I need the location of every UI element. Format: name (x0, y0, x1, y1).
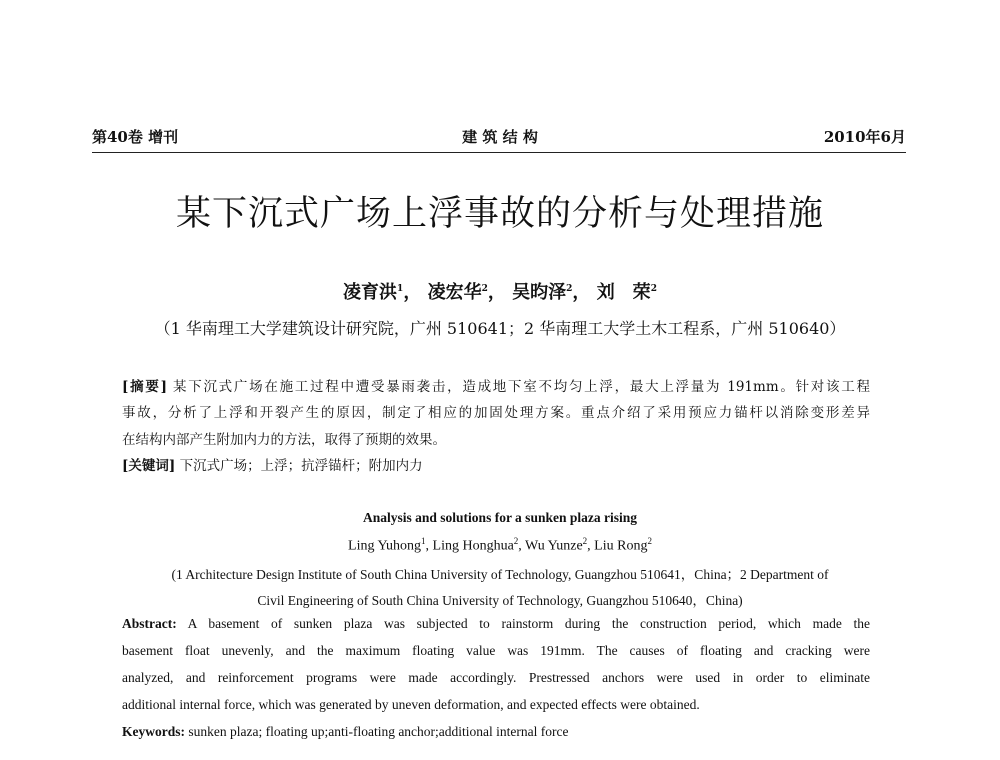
affiliation-cn: （1 华南理工大学建筑设计研究院，广州 510641；2 华南理工大学土木工程系，广州 510640） (154, 319, 846, 338)
affiliation-en-line: (1 Architecture Design Institute of South China University of Technology, Guangzhou 510641，China；2 Department of (171, 567, 829, 582)
abstract-cn-text: 某下沉式广场在施工过程中遭受暴雨袭击，造成地下室不均匀上浮，最大上浮量为 191mm。针对该工程 (173, 379, 870, 395)
author-sup: 1 (421, 536, 426, 546)
keywords-cn (122, 454, 870, 474)
author-sup: 2 (647, 536, 652, 546)
keywords-cn-label: [关键词] (122, 458, 176, 474)
header-rule (92, 152, 906, 153)
author-sup: 2 (513, 536, 519, 546)
journal-name: 建 筑 结 构 (462, 128, 538, 146)
paper-title-en: Analysis and solutions for a sunken plaza rising (363, 510, 637, 525)
keywords-cn-text: 下沉式广场；上浮；抗浮锚杆；附加内力 (179, 458, 423, 474)
author: Ling Honghua (432, 538, 514, 554)
keywords-en (122, 724, 870, 740)
abstract-en-line: additional internal force, which was generated by uneven deformation, and expected effects were obtained. (122, 697, 700, 712)
abstract-en-label: Abstract: (122, 616, 177, 631)
abstract-en-text: A basement of sunken plaza was subjected to rainstorm during the construction period, which made the (187, 616, 870, 631)
keywords-en-text: sunken plaza; floating up;anti-floating anchor;additional internal force (188, 724, 569, 739)
abstract-en-line (122, 616, 870, 632)
author: 凌宏华 (427, 282, 482, 303)
author: Ling Yuhong (348, 538, 422, 554)
author-sup: 2 (566, 284, 573, 294)
author-sup: 1 (397, 284, 404, 294)
author-sup: 2 (481, 284, 488, 294)
author: 刘 荣 (596, 282, 651, 303)
author: Liu Rong (594, 538, 648, 554)
abstract-en-line: analyzed, and reinforcement programs were made accordingly. Prestressed anchors were used in order to eliminate (122, 670, 870, 685)
abstract-cn-label: [摘要] (122, 379, 167, 395)
author: Wu Yunze (525, 538, 583, 554)
author-sup: 2 (650, 284, 657, 294)
abstract-cn-line: 事故，分析了上浮和开裂产生的原因，制定了相应的加固处理方案。重点介绍了采用预应力锚杆以消除变形差异 (122, 405, 870, 421)
keywords-en-label: Keywords: (122, 724, 185, 739)
author: 吴昀泽 (512, 282, 567, 303)
affiliation-en-line: Civil Engineering of South China University of Technology, Guangzhou 510640，China) (257, 593, 743, 608)
authors-cn: 凌育洪$^1$， 凌宏华$^2$， 吴昀泽$^2$， 刘 荣$^2$ (343, 282, 657, 303)
journal-date: 2010年6月 (823, 128, 906, 146)
author-sup: 2 (582, 536, 588, 546)
abstract-cn-line: 在结构内部产生附加内力的方法，取得了预期的效果。 (122, 432, 446, 448)
paper-title-cn: 某下沉式广场上浮事故的分析与处理措施 (175, 194, 824, 234)
abstract-cn-line (122, 375, 870, 395)
authors-en: Ling Yuhong$^1$, Ling Honghua$^2$, Wu Yunze$^2$, Liu Rong$^2$ (348, 536, 652, 554)
journal-volume: 第40卷 增刊 (92, 128, 179, 146)
author: 凌育洪 (343, 282, 398, 303)
abstract-en-line: basement float unevenly, and the maximum floating value was 191mm. The causes of floating and cracking were (122, 643, 870, 658)
